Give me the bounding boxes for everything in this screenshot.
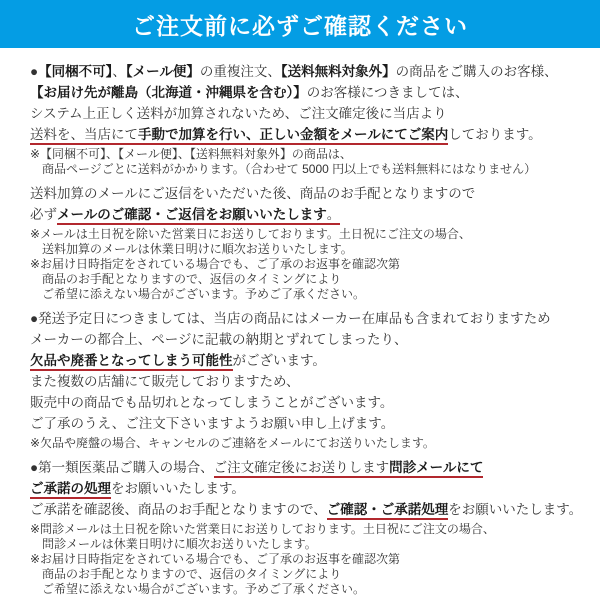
text-segment: ● (30, 64, 39, 79)
text-segment: ※お届け日時指定をされている場合でも、ご了承のお返事を確認次第 (30, 257, 401, 271)
text-segment: 手動で加算を行い、正しい金額をメールにてご案内 (138, 127, 448, 145)
notice-section (30, 308, 596, 451)
text-segment: の重複注文、 (199, 64, 281, 79)
text-segment: 送料加算のメールにご返信をいただいた後、商品のお手配となりますので (30, 186, 476, 201)
note-line (30, 567, 596, 582)
text-segment: ご確認・ご承諾処理 (327, 502, 449, 520)
text-segment: 【同梱不可】 (38, 64, 113, 79)
text-segment: 販売中の商品でも品切れとなってしまうことがございます。 (30, 395, 394, 410)
text-segment: ご注文確定後にお送りします (214, 460, 390, 478)
text-segment: 送料を、当店にて (30, 127, 138, 145)
notice-section (30, 457, 596, 597)
text-line (30, 499, 596, 520)
note-line (30, 257, 596, 272)
text-segment: ※問診メールは土日祝を除いた営業日にお送りしております。土日祝にご注文の場合、 (30, 522, 495, 536)
note-line (30, 227, 596, 242)
text-line (30, 82, 596, 103)
notice-section (30, 61, 596, 177)
text-segment: しております。 (448, 127, 542, 142)
page-title: ご注文前に必ずご確認ください (132, 12, 468, 39)
note-line (30, 242, 596, 257)
text-line (30, 392, 596, 413)
text-segment: ※【同梱不可】、【メール便】、【送料無料対象外】の商品は、 (30, 147, 352, 161)
text-segment: 商品のお手配となりますので、返信のタイミングにより (42, 567, 342, 581)
text-segment: メーカーの都合上、ページに記載の納期とずれてしまったり、 (30, 332, 408, 347)
text-segment: メールのご確認・ご返信をお願いいたします (57, 207, 327, 225)
text-segment: 送料加算のメールは休業日明けに順次お送りいたします。 (42, 242, 353, 256)
text-segment: 【送料無料対象外】 (280, 64, 396, 79)
text-segment: のお客様につきましては、 (306, 85, 469, 100)
text-segment: ご了承のうえ、ご注文下さいますようお願い申し上げます。 (30, 416, 395, 431)
text-line (30, 61, 596, 82)
text-line (30, 124, 596, 145)
text-line (30, 371, 596, 392)
text-segment: ご承諾の処理 (30, 481, 111, 499)
text-segment: をお願いいたします。 (448, 502, 583, 517)
note-line (30, 272, 596, 287)
note-line (30, 287, 596, 302)
text-line (30, 457, 596, 478)
text-line (30, 103, 596, 124)
notice-body (0, 48, 600, 597)
notice-section (30, 183, 596, 302)
text-segment: がございます。 (232, 353, 326, 368)
note-line (30, 147, 596, 162)
text-segment: ご希望に添えない場合がございます。予めご了承ください。 (42, 287, 366, 301)
text-segment: 。 (327, 207, 341, 225)
text-segment: ※お届け日時指定をされている場合でも、ご了承のお返事を確認次第 (30, 552, 401, 566)
text-segment: 商品のお手配となりますので、返信のタイミングにより (42, 272, 342, 286)
text-segment: 問診メールは休業日明けに順次お送りいたします。 (42, 537, 317, 551)
text-segment: ご承諾を確認後、商品のお手配となりますので、 (30, 502, 327, 517)
text-line (30, 350, 596, 371)
text-segment: ●第一類医薬品ご購入の場合、 (30, 460, 214, 475)
note-line (30, 537, 596, 552)
text-segment: システム上正しく送料が加算されないため、ご注文確定後に当店より (30, 106, 447, 121)
text-segment: ●発送予定日につきましては、当店の商品にはメーカー在庫品も含まれておりますため (30, 311, 551, 326)
note-line (30, 162, 596, 177)
note-line (30, 436, 596, 451)
text-segment: の商品をご購入のお客様、 (395, 64, 558, 79)
text-segment: ご希望に添えない場合がございます。予めご了承ください。 (42, 582, 366, 596)
text-segment: 【お届け先が離島（北海道・沖縄県を含む）】 (30, 85, 307, 100)
text-line (30, 183, 596, 204)
text-segment: 必ず (30, 207, 57, 222)
text-segment: ※メールは土日祝を除いた営業日にお送りしております。土日祝にご注文の場合、 (30, 227, 471, 241)
text-line (30, 478, 596, 499)
note-line (30, 522, 596, 537)
note-line (30, 552, 596, 567)
text-segment: 【メール便】 (125, 64, 200, 79)
text-segment: 、 (112, 64, 126, 79)
text-segment: をお願いいたします。 (111, 481, 245, 496)
text-line (30, 204, 596, 225)
text-segment: ※欠品や廃盤の場合、キャンセルのご連絡をメールにてお送りいたします。 (30, 436, 435, 450)
header-banner (0, 0, 600, 48)
text-segment: また複数の店舗にて販売しておりますため、 (30, 374, 300, 389)
text-line (30, 308, 596, 329)
text-line (30, 413, 596, 434)
text-segment: 問診メールにて (389, 460, 483, 478)
text-segment: 欠品や廃番となってしまう可能性 (30, 353, 233, 371)
text-segment: 商品ページごとに送料がかかります。（合わせて 5000 円以上でも送料無料にはなりません） (42, 162, 537, 176)
note-line (30, 582, 596, 597)
text-line (30, 329, 596, 350)
